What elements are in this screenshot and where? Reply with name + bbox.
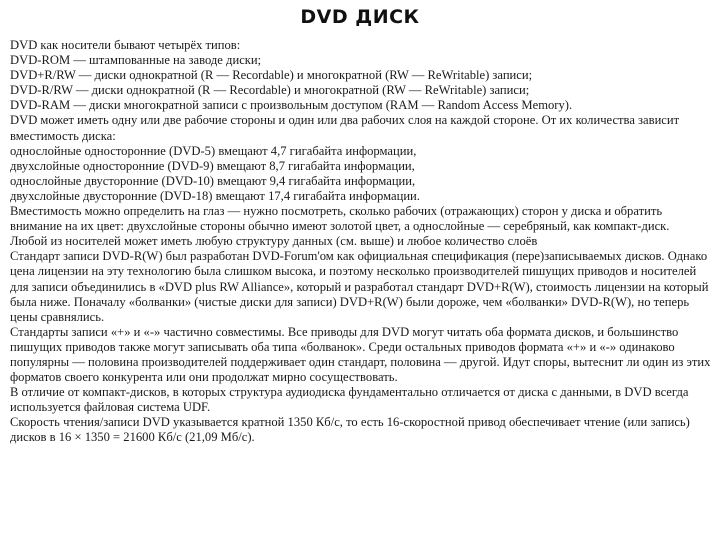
paragraph: Вместимость можно определить на глаз — нужно посмотреть, сколько рабочих (отражающих) сторон у диска и обратить внимание на их цвет: двухслойные стороны обычно имеют золотой цвет, а однослойные — серебряный, как компакт-диск. xyxy=(10,204,670,234)
paragraph: двухслойные двусторонние (DVD-18) вмещают 17,4 гигабайта информации. xyxy=(10,188,420,203)
page-title: DVD ДИСК xyxy=(300,6,420,28)
paragraph: двухслойные односторонние (DVD-9) вмещают 8,7 гигабайта информации, xyxy=(10,158,415,173)
paragraph: Стандарты записи «+» и «-» частично совместимы. Все приводы для DVD могут читать оба формата дисков, и большинство пишущих приводов также могут записывать оба типа «болванок». Среди остальных приводов формата «+» и «-» одинаково популярны — половина производителей поддерживает один стандарт, половина — другой. Идут споры, вытеснит ли один из этих форматов своего конкурента или они продолжат мирно сосуществовать. xyxy=(10,324,711,385)
paragraph: DVD-ROM — штампованные на заводе диски; xyxy=(10,53,262,68)
paragraph: Скорость чтения/записи DVD указывается кратной 1350 Кб/с, то есть 16-скоростной привод обеспечивает чтение (или запись) дисков в 16 × 1350 = 21600 Кб/с (21,09 Мб/с). xyxy=(10,415,690,445)
paragraph: В отличие от компакт-дисков, в которых структура аудиодиска фундаментально отличается от диска с данными, в DVD всегда используется файловая система UDF. xyxy=(10,385,689,415)
paragraph: DVD как носители бывают четырёх типов: xyxy=(10,38,241,52)
paragraph: однослойные односторонние (DVD-5) вмещают 4,7 гигабайта информации, xyxy=(10,143,417,158)
paragraph: DVD+R/RW — диски однократной (R — Recordable) и многократной (RW — ReWritable) записи; xyxy=(10,68,533,83)
paragraph: Любой из носителей может иметь любую структуру данных (см. выше) и любое количество слоёв xyxy=(10,234,538,249)
slide-body xyxy=(10,38,712,446)
paragraph: DVD-R/RW — диски однократной (R — Recordable) и многократной (RW — ReWritable) записи; xyxy=(10,83,530,98)
paragraph: однослойные двусторонние (DVD-10) вмещают 9,4 гигабайта информации, xyxy=(10,173,416,188)
paragraph: DVD-RAM — диски многократной записи с произвольным доступом (RAM — Random Access Memory). xyxy=(10,98,573,113)
paragraph: Стандарт записи DVD-R(W) был разработан DVD-Forum'ом как официальная спецификация (пере)записываемых дисков. Однако цена лицензии на эту технологию была слишком высока, и поэтому несколько производителей пишущих приводов и носителей для записи объединились в «DVD plus RW Alliance», который и разработал стандарт DVD+R(W), стоимость лицензии на который была ниже. Поначалу «болванки» (чистые диски для записи) DVD+R(W) были дороже, чем «болванки» DVD-R(W), но теперь цены сравнялись. xyxy=(10,249,709,324)
paragraph: DVD может иметь одну или две рабочие стороны и один или два рабочих слоя на каждой стороне. От их количества зависит вместимость диска: xyxy=(10,113,680,143)
